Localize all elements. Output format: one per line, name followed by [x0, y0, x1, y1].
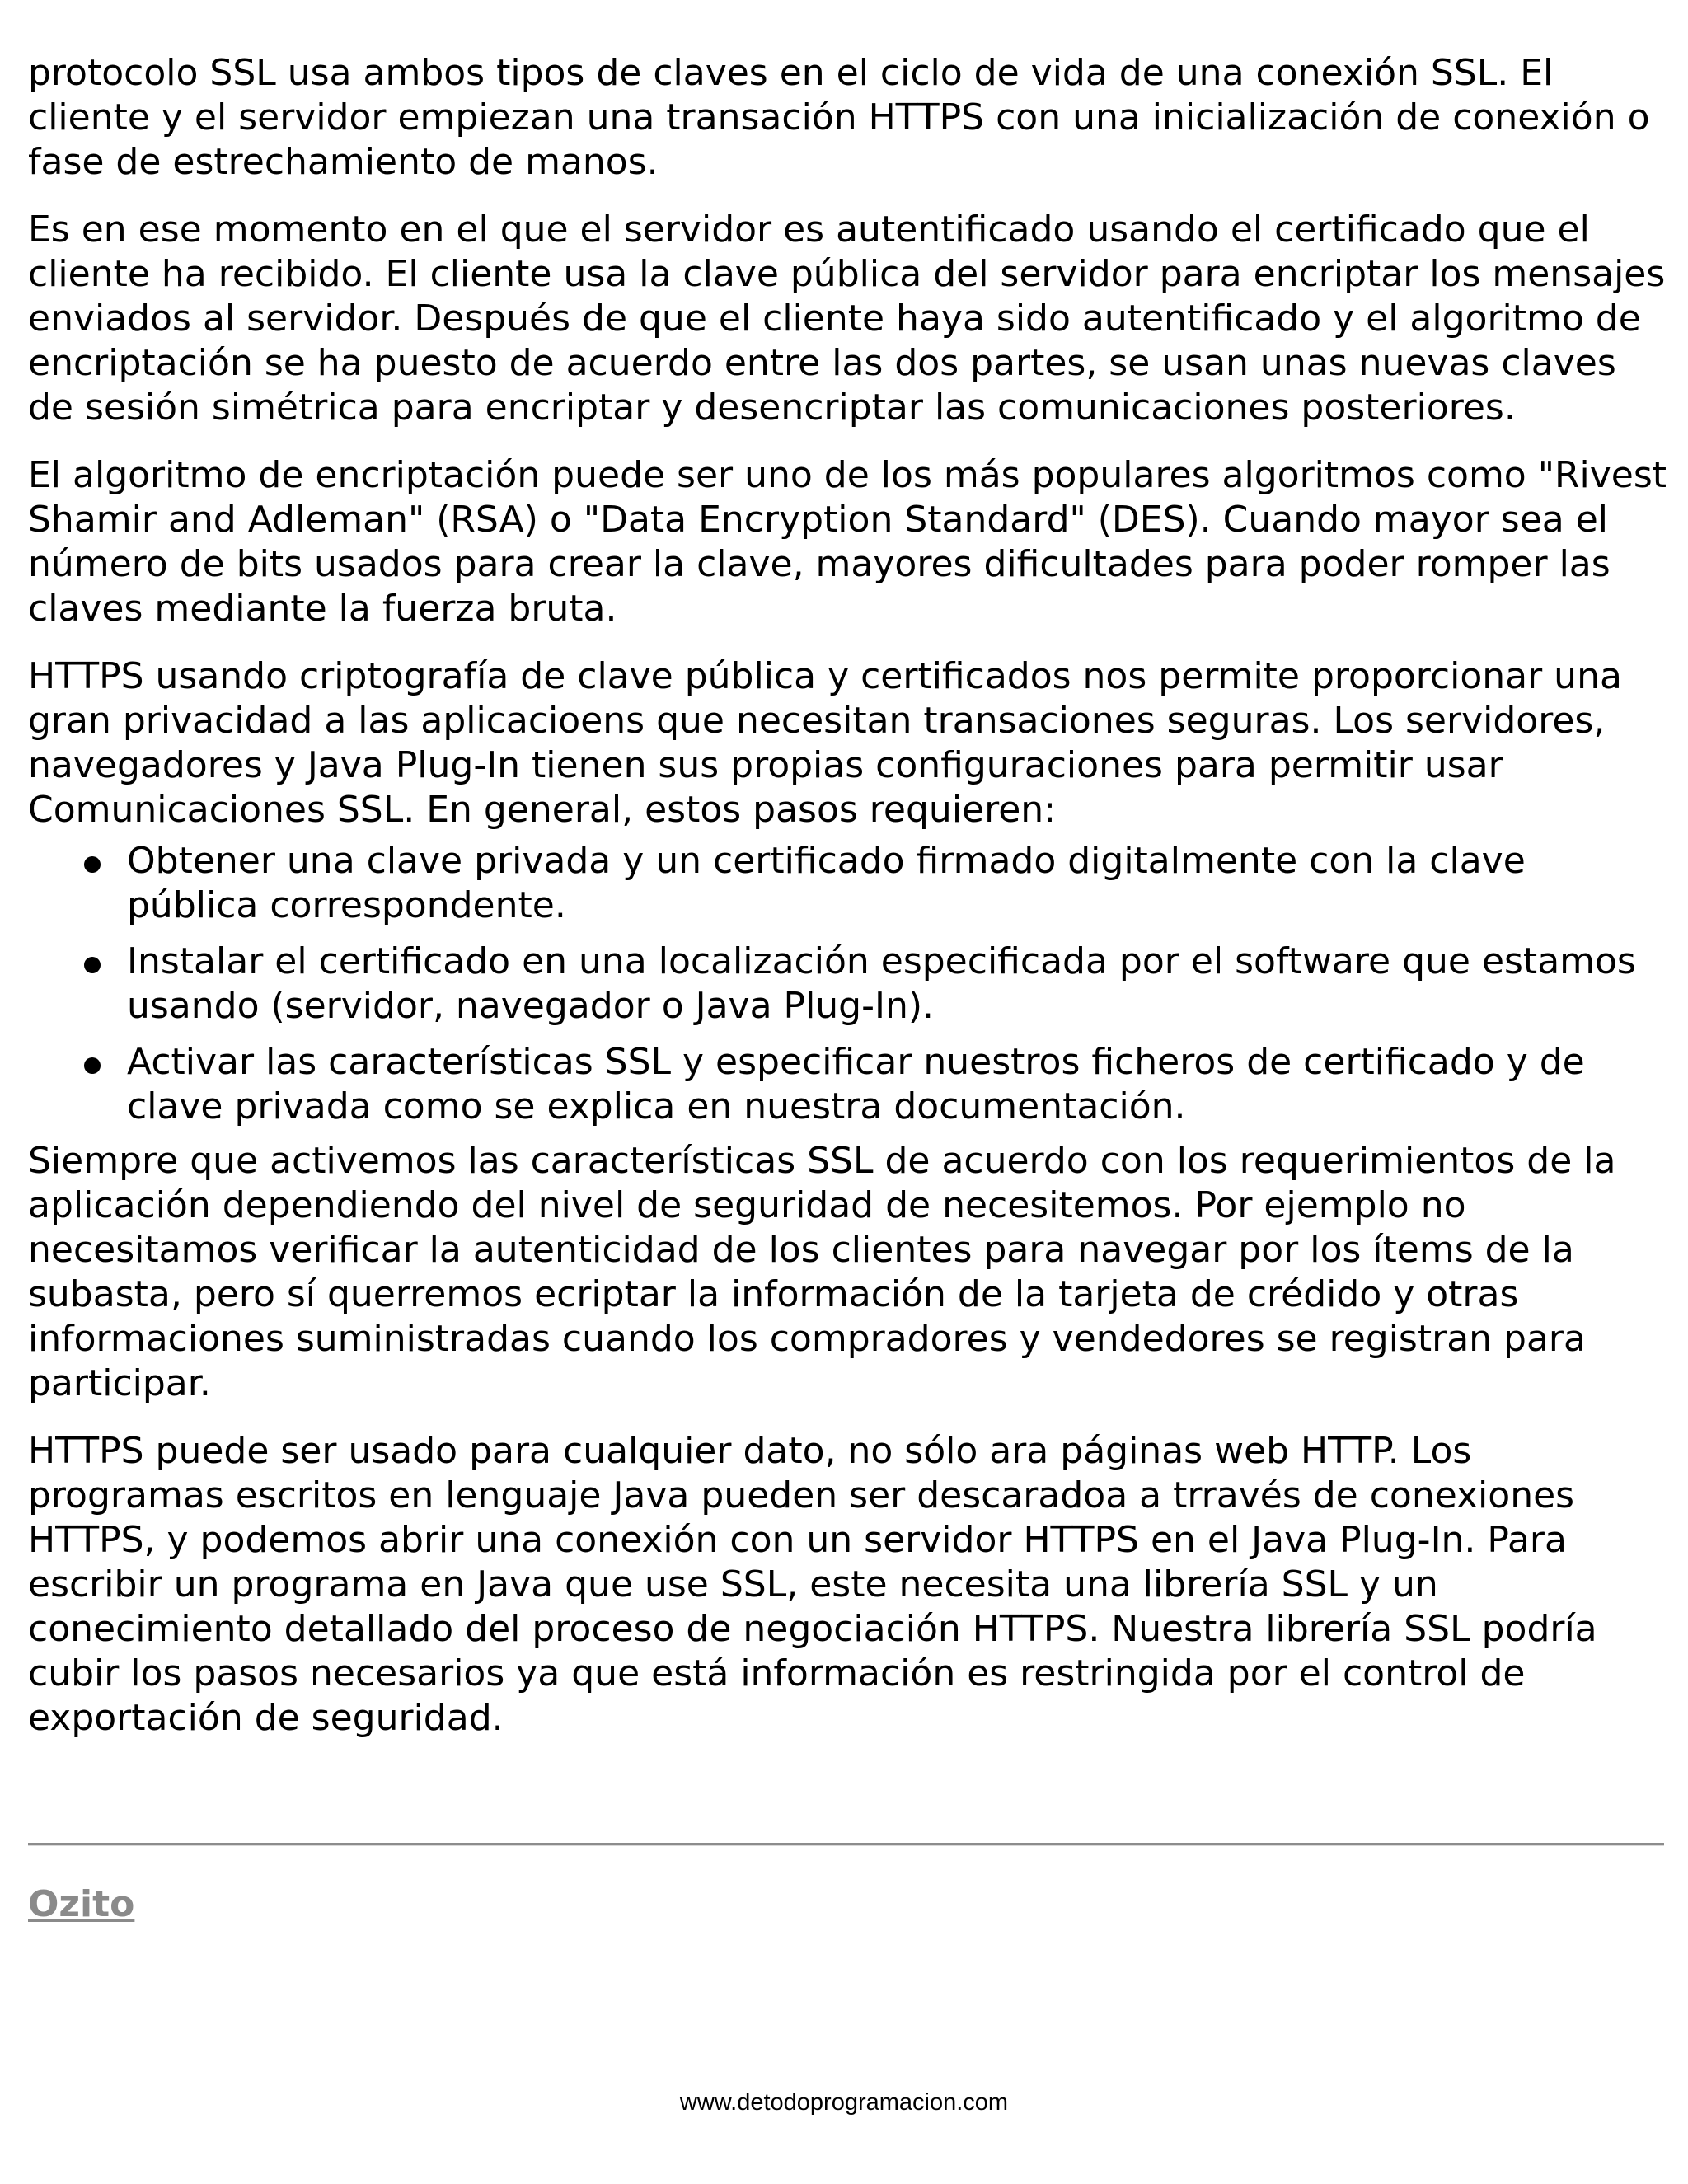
list-item-text: Activar las características SSL y especificar nuestros ficheros de certificado y de clave privada como se explica en nuestra documentación.	[127, 1041, 1585, 1127]
list-item	[28, 940, 1668, 1029]
paragraph-authentication: Es en ese momento en el que el servidor es autentificado usando el certificado que el cliente ha recibido. El cliente usa la clave pública del servidor para encriptar los mensajes enviados al servidor. Después de que el cliente haya sido autentificado y el algoritmo de encriptación se ha puesto de acuerdo entre las dos partes, se usan unas nuevas claves de sesión simétrica para encriptar y desencriptar las comunicaciones posteriores.	[28, 209, 1666, 429]
list-item-text: Instalar el certificado en una localización especificada por el software que estamos usando (servidor, navegador o Java Plug-In).	[127, 940, 1636, 1027]
paragraph-algorithms: El algoritmo de encriptación puede ser uno de los más populares algoritmos como "Rivest Shamir and Adleman" (RSA) o "Data Encryption Standard" (DES). Cuando mayor sea el número de bits usados para crear la clave, mayores dificultades para poder romper las claves mediante la fuerza bruta.	[28, 454, 1667, 630]
document-body	[28, 51, 1668, 1764]
steps-list	[28, 839, 1668, 1129]
list-item	[28, 1040, 1668, 1129]
paragraph-https-overview: HTTPS usando criptografía de clave pública y certificados nos permite proporcionar una gran privacidad a las aplicacioens que necesitan transaciones seguras. Los servidores, navegadores y Java Plug-In tienen sus propias configuraciones para permitir usar Comunicaciones SSL. En general, estos pasos requieren:	[28, 655, 1622, 831]
footer-site-url: www.detodoprogramacion.com	[679, 2089, 1009, 2116]
bullet-icon	[84, 856, 101, 873]
ozito-link[interactable]: Ozito	[28, 1883, 135, 1925]
paragraph-https-data: HTTPS puede ser usado para cualquier dato, no sólo ara páginas web HTTP. Los programas escritos en lenguaje Java pueden ser descaradoa a trravés de conexiones HTTPS, y podemos abrir una conexión con un servidor HTTPS en el Java Plug-In. Para escribir un programa en Java que use SSL, este necesita una librería SSL y un conecimiento detallado del proceso de negociación HTTPS. Nuestra librería SSL podría cubir los pasos necesarios ya que está información es restringida por el control de exportación de seguridad.	[28, 1430, 1597, 1739]
paragraph-ssl-keys: protocolo SSL usa ambos tipos de claves en el ciclo de vida de una conexión SSL. El cliente y el servidor empiezan una transación HTTPS con una inicialización de conexión o fase de estrechamiento de manos.	[28, 52, 1650, 183]
list-item	[28, 839, 1668, 928]
list-item-text: Obtener una clave privada y un certificado firmado digitalmente con la clave pública correspondente.	[127, 840, 1526, 926]
bullet-icon	[84, 1057, 101, 1074]
horizontal-divider	[28, 1843, 1664, 1846]
bullet-icon	[84, 957, 101, 973]
paragraph-requirements: Siempre que activemos las características SSL de acuerdo con los requerimientos de la aplicación dependiendo del nivel de seguridad de necesitemos. Por ejemplo no necesitamos verificar la autenticidad de los clientes para navegar por los ítems de la subasta, pero sí querremos ecriptar la información de la tarjeta de crédido y otras informaciones suministradas cuando los compradores y vendedores se registran para participar.	[28, 1140, 1616, 1404]
